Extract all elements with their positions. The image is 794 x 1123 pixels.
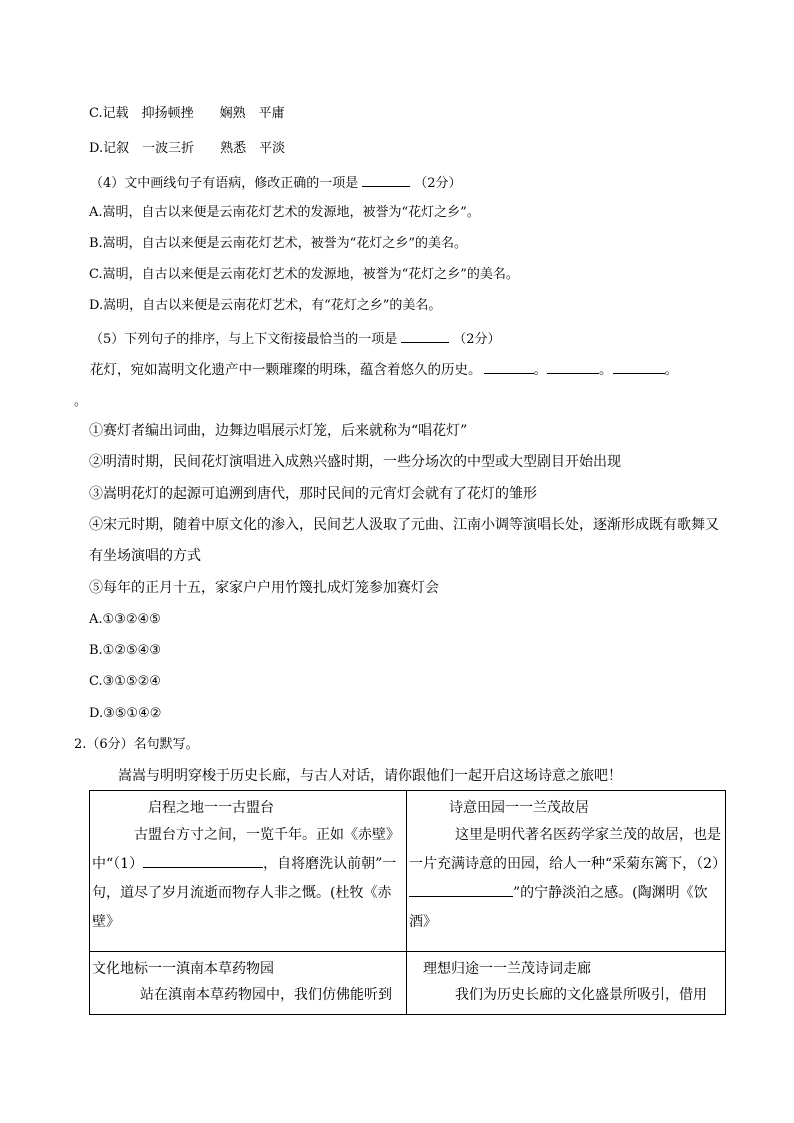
cell-text: 古盟台方寸之间，一览千年。正如《赤壁》中“（1） ，自将磨洗认前朝”一句，道尽了岁月流逝而物存人非之慨。(杜牧《赤壁》 <box>92 827 400 930</box>
q3-option-c: C.记载 抑扬顿挫 娴熟 平庸 <box>89 106 285 121</box>
blank-1 <box>143 853 263 868</box>
cell-title: 理想归途一一兰茂诗词走廊 <box>423 961 591 977</box>
cell-gumengtai <box>90 791 407 952</box>
cell-text: 站在滇南本草药物园中，我们仿佛能听到 <box>140 987 392 1003</box>
cell-title: 启程之地一一古盟台 <box>148 800 274 816</box>
answer-blank <box>401 328 449 343</box>
q5-item-5: ⑤每年的正月十五，家家户户用竹篾扎成灯笼参加赛灯会 <box>89 580 439 596</box>
q2-heading: 2.（6分）名句默写。 <box>74 737 199 752</box>
q4-option-a: A.嵩明，自古以来便是云南花灯艺术的发源地，被誉为“花灯之乡”。 <box>89 205 480 220</box>
q5-option-c: C.③①⑤②④ <box>89 674 161 689</box>
poem-table <box>89 790 726 1015</box>
q4-option-d: D.嵩明，自古以来便是云南花灯艺术，有“花灯之乡”的美名。 <box>89 298 442 313</box>
q4-stem: （4）文中画线句子有语病，修改正确的一项是 （2分） <box>90 172 462 194</box>
cell-text: 我们为历史长廊的文化盛景所吸引，借用 <box>455 987 707 1003</box>
q5-context-period: 。 <box>74 394 88 409</box>
cell-text: 这里是明代著名医药学家兰茂的故居，也是一片充满诗意的田园，给人一种“采菊东篱下，（2）”的宁静淡泊之感。(陶渊明《饮酒》 <box>409 827 727 930</box>
q5-item-4: ④宋元时期，随着中原文化的渗入，民间艺人汲取了元曲、江南小调等演唱长处，逐渐形成既有歌舞又 <box>89 517 719 533</box>
q4-option-b: B.嵩明，自古以来便是云南花灯艺术，被誉为“花灯之乡”的美名。 <box>89 236 467 251</box>
q5-item-2: ②明清时期，民间花灯演唱进入成熟兴盛时期，一些分场次的中型或大型剧目开始出现 <box>89 454 621 470</box>
blank-2 <box>409 882 513 897</box>
cell-herb-garden <box>90 952 407 1015</box>
q5-option-a: A.①③②④⑤ <box>89 612 161 627</box>
q5-item-3: ③嵩明花灯的起源可追溯到唐代，那时民间的元宵灯会就有了花灯的雏形 <box>89 486 537 502</box>
cell-lanmao-home <box>407 791 726 952</box>
q5-option-d: D.③⑤①④② <box>89 706 162 721</box>
q5-option-b: B.①②⑤④③ <box>89 643 161 658</box>
cell-poetry-corridor <box>407 952 726 1015</box>
q5-context: 花灯，宛如嵩明文化遗产中一颗璀璨的明珠，蕴含着悠久的历史。 。 。 。 <box>90 359 678 380</box>
answer-blank <box>362 172 410 187</box>
q5-stem: （5）下列句子的排序，与上下文衔接最恰当的一项是 （2分） <box>90 328 501 350</box>
cell-title: 文化地标一一滇南本草药物园 <box>92 961 274 977</box>
q5-item-4-cont: 有坐场演唱的方式 <box>89 548 201 564</box>
q4-option-c: C.嵩明，自古以来便是云南花灯艺术的发源地，被誉为“花灯之乡”的美名。 <box>89 267 519 282</box>
q2-intro: 嵩嵩与明明穿梭于历史长廊，与古人对话，请你跟他们一起开启这场诗意之旅吧！ <box>118 768 622 784</box>
q3-option-d: D.记叙 一波三折 熟悉 平淡 <box>89 141 286 156</box>
cell-title: 诗意田园一一兰茂故居 <box>449 800 589 816</box>
q5-item-1: ①赛灯者编出词曲，边舞边唱展示灯笼，后来就称为“唱花灯” <box>89 423 468 439</box>
